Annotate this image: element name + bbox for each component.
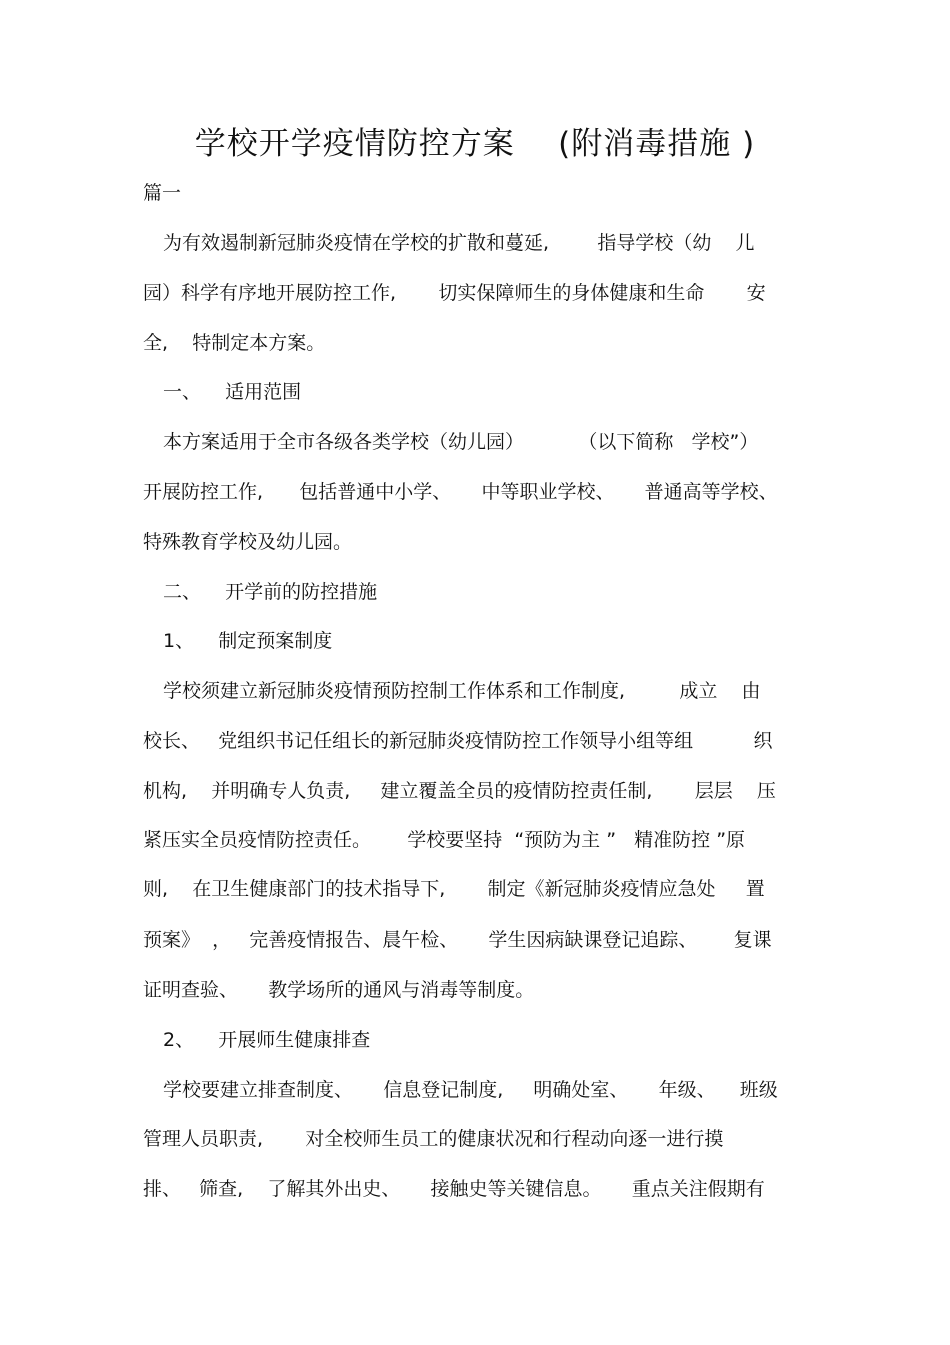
paragraph-line: 机构, 并明确专人负责, 建立覆盖全员的疫情防控责任制, 层层 压 [143, 780, 776, 802]
paragraph-line: 管理人员职责, 对全校师生员工的健康状况和行程动向逐一进行摸 [143, 1128, 724, 1150]
section-heading: 一、 适用范围 [163, 381, 302, 403]
paragraph-line: 开展防控工作, 包括普通中小学、 中等职业学校、 普通高等学校、 [143, 481, 778, 503]
paragraph-line: 预案》 ， 完善疫情报告、晨午检、 学生因病缺课登记追踪、 复课 [143, 929, 772, 951]
subsection-heading: 2、 开展师生健康排查 [163, 1029, 371, 1051]
subsection-heading: 1、 制定预案制度 [163, 630, 333, 652]
paragraph-line: 紧压实全员疫情防控责任。 学校要坚持 “预防为主 ” 精准防控 ”原 [143, 829, 746, 851]
document-title: 学校开学疫情防控方案 (附消毒措施 ) [194, 126, 756, 162]
paragraph-line: 则, 在卫生健康部门的技术指导下, 制定《新冠肺炎疫情应急处 置 [143, 878, 765, 900]
paragraph-line: 学校要建立排查制度、 信息登记制度, 明确处室、 年级、 班级 [163, 1079, 778, 1101]
paragraph-line: 证明查验、 教学场所的通风与消毒等制度。 [143, 979, 535, 1001]
section-label: 篇一 [143, 182, 182, 204]
paragraph-line: 园）科学有序地开展防控工作, 切实保障师生的身体健康和生命 安 [143, 282, 766, 304]
paragraph-line: 全, 特制定本方案。 [143, 332, 326, 354]
paragraph-line: 特殊教育学校及幼儿园。 [143, 531, 353, 553]
paragraph-line: 校长、 党组织书记任组长的新冠肺炎疫情防控工作领导小组等组 织 [143, 730, 773, 752]
paragraph-line: 为有效遏制新冠肺炎疫情在学校的扩散和蔓延, 指导学校（幼 儿 [163, 232, 755, 254]
section-heading: 二、 开学前的防控措施 [163, 581, 378, 603]
paragraph-line: 学校须建立新冠肺炎疫情预防控制工作体系和工作制度, 成立 由 [163, 680, 761, 702]
paragraph-line: 排、 筛查, 了解其外出史、 接触史等关键信息。 重点关注假期有 [143, 1178, 765, 1200]
paragraph-line: 本方案适用于全市各级各类学校（幼儿园） （以下简称 学校”） [163, 431, 759, 453]
